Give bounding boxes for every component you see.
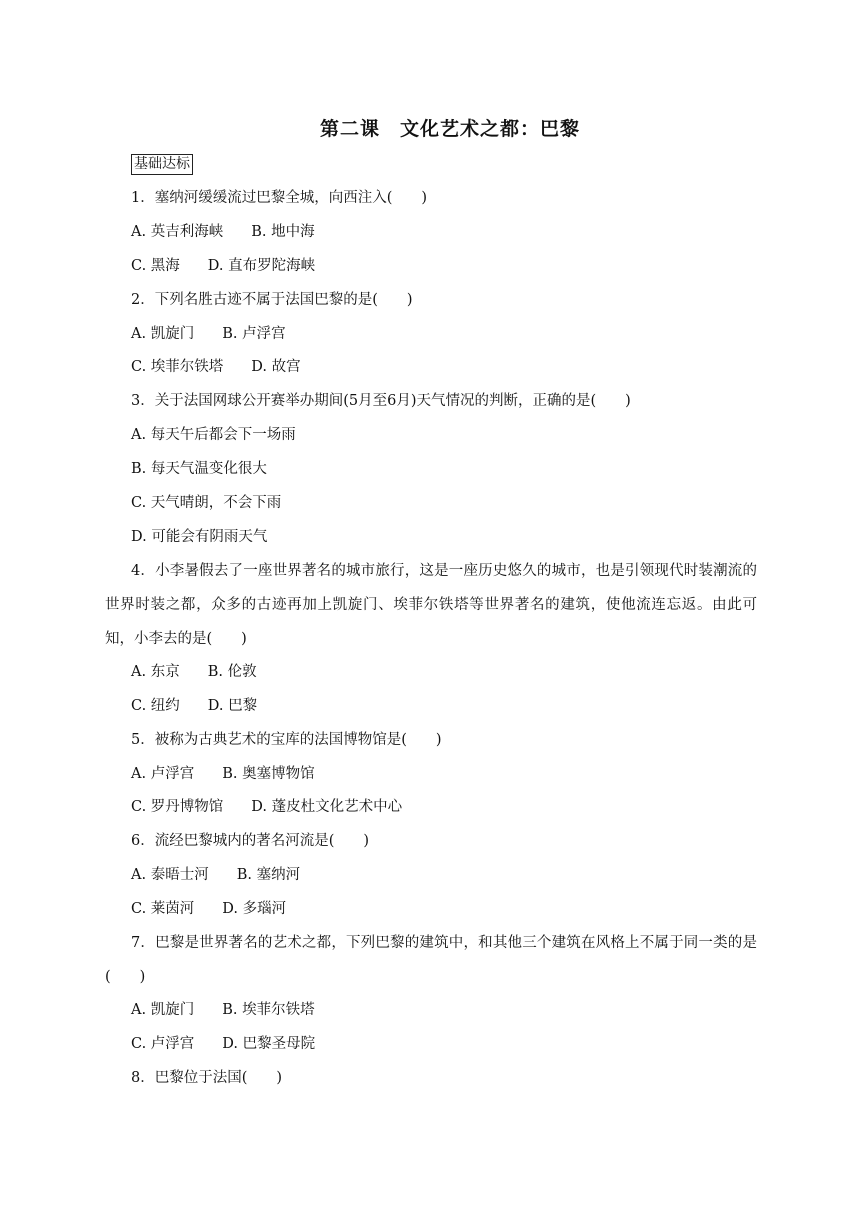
- question-6: 6．流经巴黎城内的著名河流是( ): [131, 833, 370, 849]
- option-c: C. 纽约: [131, 698, 180, 714]
- question-6-options-row1: [131, 865, 300, 885]
- section-label: 基础达标: [131, 154, 193, 175]
- option-a: A. 东京: [131, 664, 180, 680]
- question-8: 8．巴黎位于法国( ): [131, 1070, 283, 1086]
- option-c: C. 埃菲尔铁塔: [131, 359, 224, 375]
- option-d: D. 故宫: [251, 359, 301, 375]
- option-d: D. 巴黎: [207, 698, 258, 714]
- question-3: 3．关于法国网球公开赛举办期间(5月至6月)天气情况的判断，正确的是( ): [131, 393, 631, 409]
- option-b: B. 每天气温变化很大: [131, 461, 267, 477]
- option-c: C. 天气晴朗，不会下雨: [131, 495, 282, 511]
- question-1-options-row2: [131, 256, 315, 276]
- question-5: 5．被称为古典艺术的宝库的法国博物馆是( ): [131, 732, 442, 748]
- option-b: B. 埃菲尔铁塔: [222, 1002, 315, 1018]
- question-4-options-row1: [131, 662, 257, 682]
- option-b: B. 卢浮宫: [222, 326, 286, 342]
- option-a: A. 凯旋门: [131, 1002, 195, 1018]
- question-4-options-row2: [131, 696, 257, 716]
- option-a: A. 卢浮宫: [131, 766, 195, 782]
- question-7-options-row2: [131, 1034, 315, 1054]
- page-title: 第二课 文化艺术之都：巴黎: [319, 118, 580, 140]
- option-c: C. 罗丹博物馆: [131, 799, 224, 815]
- option-d: D. 巴黎圣母院: [222, 1036, 316, 1052]
- question-4: 4．小李暑假去了一座世界著名的城市旅行，这是一座历史悠久的城市，也是引领现代时装潮流的世界时装之都，众多的古迹再加上凯旋门、埃菲尔铁塔等世界著名的建筑，使他流连忘返。由此可知，小李去的是( ): [105, 563, 757, 647]
- option-b: B. 塞纳河: [236, 867, 301, 883]
- option-c: C. 黑海: [131, 258, 180, 274]
- question-2: 2．下列名胜古迹不属于法国巴黎的是( ): [131, 292, 413, 308]
- question-2-options-row2: [131, 357, 301, 377]
- option-b: B. 伦敦: [207, 664, 257, 680]
- question-2-options-row1: [131, 324, 286, 344]
- option-a: A. 凯旋门: [131, 326, 195, 342]
- option-c: C. 卢浮宫: [131, 1036, 195, 1052]
- option-d: D. 可能会有阴雨天气: [131, 529, 268, 545]
- option-a: A. 泰晤士河: [131, 867, 209, 883]
- option-d: D. 多瑙河: [222, 901, 287, 917]
- question-5-options-row1: [131, 764, 315, 784]
- question-1-options-row1: [131, 222, 315, 242]
- option-b: B. 奥塞博物馆: [222, 766, 315, 782]
- question-1: 1．塞纳河缓缓流过巴黎全城，向西注入( ): [131, 190, 428, 206]
- question-5-options-row2: [131, 797, 402, 817]
- question-6-options-row2: [131, 899, 286, 919]
- question-7-options-row1: [131, 1000, 315, 1020]
- question-7: 7．巴黎是世界著名的艺术之都，下列巴黎的建筑中，和其他三个建筑在风格上不属于同一类的是( ): [105, 935, 757, 985]
- option-a: A. 每天午后都会下一场雨: [131, 427, 296, 443]
- option-c: C. 莱茵河: [131, 901, 195, 917]
- option-a: A. 英吉利海峡: [131, 224, 224, 240]
- option-d: D. 直布罗陀海峡: [207, 258, 316, 274]
- option-d: D. 蓬皮杜文化艺术中心: [251, 799, 403, 815]
- option-b: B. 地中海: [251, 224, 315, 240]
